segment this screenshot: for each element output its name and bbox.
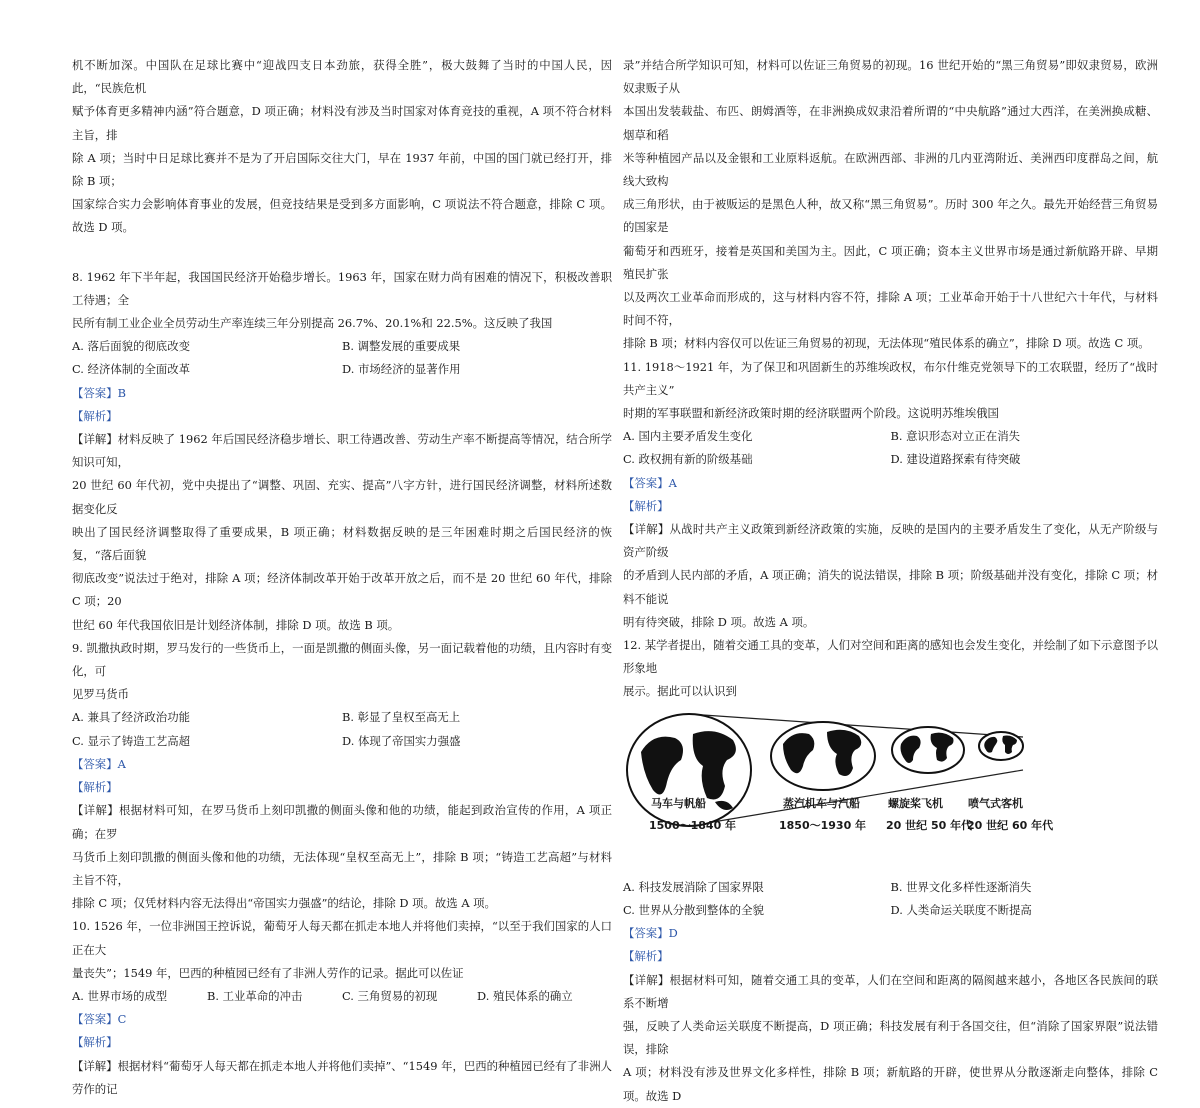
figure-year: 20 世纪 60 年代 [967,818,1054,832]
answer-label: 【答案】D [623,926,678,941]
question-11-stem: 时期的军事联盟和新经济政策时期的经济联盟两个阶段。这说明苏维埃俄国 [623,406,999,421]
question-11-stem: 11. 1918～1921 年，为了保卫和巩固新生的苏维埃政权，布尔什维克党领导下的工农联盟，经历了“战时共产主义” [623,359,1158,397]
left-column [72,54,612,1101]
analysis-label: 【解析】 [623,498,669,513]
question-12-options [623,876,1158,922]
detail-text: 的矛盾到人民内部的矛盾，A 项正确；消失的说法错误，排除 B 项；阶级基础并没有变化，排除 C 项；材料不能说 [623,568,1158,606]
detail-text: 【详解】根据材料“葡萄牙人每天都在抓走本地人并将他们卖掉”、“1549 年，巴西的种植园已经有了非洲人劳作的记 [72,1058,612,1096]
figure-year: 1850～1930 年 [779,818,867,832]
answer-label: 【答案】B [72,385,126,400]
globe-2-icon [771,722,875,790]
question-8-stem: 8. 1962 年下半年起，我国国民经济开始稳步增长。1963 年，国家在财力尚有困难的情况下，积极改善职工待遇；全 [72,269,612,307]
option-b: B. 彰显了皇权至高无上 [342,710,461,725]
figure-label: 蒸汽机车与汽船 [783,796,860,810]
question-10-options [72,985,612,1008]
answer-label: 【答案】A [623,475,677,490]
option-a: A. 科技发展消除了国家界限 [623,879,764,894]
question-8-stem: 民所有制工业企业全员劳动生产率连续三年分别提高 26.7%、20.1%和 22.5%。这反映了我国 [72,316,553,331]
detail-text: 【详解】根据材料可知，在罗马货币上刻印凯撒的侧面头像和他的功绩，能起到政治宣传的作用，A 项正确；在罗 [72,803,612,841]
question-12-stem: 12. 某学者提出，随着交通工具的变革，人们对空间和距离的感知也会发生变化，并绘制了如下示意图予以形象地 [623,638,1158,676]
question-11-options [623,425,1158,471]
paragraph: 录”并结合所学知识可知，材料可以佐证三角贸易的初现。16 世纪开始的“黑三角贸易”即奴隶贸易，欧洲奴隶贩子从 [623,58,1158,96]
detail-text: 马货币上刻印凯撒的侧面头像和他的功绩，无法体现“皇权至高无上”，排除 B 项；“铸造工艺高超”与材料主旨不符， [72,849,612,887]
globe-3-icon [892,727,964,773]
question-9-options [72,706,612,752]
question-10-stem: 量丧失”；1549 年，巴西的种植园已经有了非洲人劳作的记录。据此可以佐证 [72,965,464,980]
option-a: A. 国内主要矛盾发生变化 [623,429,753,444]
paragraph: 本国出发装载盐、布匹、朗姆酒等，在非洲换成奴隶沿着所谓的“中央航路”通过大西洋，在美洲换成糖、烟草和稻 [623,104,1158,142]
paragraph: 排除 B 项；材料内容仅可以佐证三角贸易的初现，无法体现“殖民体系的确立”，排除 D 项。故选 C 项。 [623,336,1150,351]
option-b: B. 调整发展的重要成果 [342,339,461,354]
question-9-stem: 见罗马货币 [72,687,129,702]
analysis-label: 【解析】 [72,408,118,423]
detail-text: 排除 C 项；仅凭材料内容无法得出“帝国实力强盛”的结论，排除 D 项。故选 A 项。 [72,896,496,911]
paragraph: 除 A 项；当时中日足球比赛并不是为了开启国际交往大门，早在 1937 年前，中国的国门就已经打开，排除 B 项； [72,150,612,189]
question-9-stem: 9. 凯撒执政时期，罗马发行的一些货币上，一面是凯撒的侧面头像，另一面记载着他的功绩，且内容时有变化，可 [72,640,612,679]
question-12-stem: 展示。据此可以认识到 [623,684,737,699]
analysis-label: 【解析】 [72,1035,118,1050]
shrinking-world-figure [623,710,1158,872]
paragraph: 国家综合实力会影响体育事业的发展，但竞技结果是受到多方面影响，C 项说法不符合题意，排除 C 项。故选 D 项。 [72,197,612,235]
option-c: C. 三角贸易的初现 [342,988,438,1003]
paragraph: 机不断加深。中国队在足球比赛中“迎战四支日本劲旅，获得全胜”，极大鼓舞了当时的中国人民，因此，“民族危机 [72,58,612,96]
paragraph: 成三角形状，由于被贩运的是黑色人种，故又称“黑三角贸易”。历时 300 年之久。最先开始经营三角贸易的国家是 [623,197,1158,235]
right-column [623,54,1158,1108]
analysis-label: 【解析】 [623,949,669,964]
option-b: B. 意识形态对立正在消失 [890,429,1021,444]
paragraph: 以及两次工业革命而形成的，这与材料内容不符，排除 A 项；工业革命开始于十八世纪六十年代，与材料时间不符， [623,290,1158,328]
paragraph: 赋予体育更多精神内涵”符合题意，D 项正确；材料没有涉及当时国家对体育竞技的重视，A 项不符合材料主旨，排 [72,104,612,142]
detail-text: 【详解】材料反映了 1962 年后国民经济稳步增长、职工待遇改善、劳动生产率不断提高等情况，结合所学知识可知， [72,432,612,470]
paragraph: 葡萄牙和西班牙，接着是英国和美国为主。因此，C 项正确；资本主义世界市场是通过新航路开辟、早期殖民扩张 [623,243,1158,281]
option-a: A. 世界市场的成型 [72,988,168,1003]
globe-4-icon [979,732,1023,760]
option-c: C. 世界从分散到整体的全貌 [623,902,764,917]
detail-text: 世纪 60 年代我国依旧是计划经济体制，排除 D 项。故选 B 项。 [72,617,400,632]
analysis-label: 【解析】 [72,780,118,795]
option-c: C. 经济体制的全面改革 [72,362,191,377]
figure-label: 马车与帆船 [651,796,706,810]
option-b: B. 世界文化多样性逐渐消失 [890,879,1032,894]
option-d: D. 市场经济的显著作用 [342,362,461,377]
option-d: D. 建设道路探索有待突破 [890,452,1021,467]
detail-text: 强，反映了人类命运关联度不断提高，D 项正确；科技发展有利于各国交往，但“消除了国家界限”说法错误，排除 [623,1018,1158,1057]
figure-label: 螺旋桨飞机 [888,796,943,810]
answer-label: 【答案】C [72,1012,127,1027]
option-d: D. 人类命运关联度不断提高 [890,902,1032,917]
detail-text: 映出了国民经济调整取得了重要成果，B 项正确；材料数据反映的是三年困难时期之后国民经济的恢复，“落后面貌 [72,524,612,563]
detail-text: 明有待突破，排除 D 项。故选 A 项。 [623,614,815,629]
detail-text: 彻底改变”说法过于绝对，排除 A 项；经济体制改革开始于改革开放之后，而不是 20 世纪 60 年代，排除 C 项；20 [72,571,612,609]
detail-text: A 项；材料没有涉及世界文化多样性，排除 B 项；新航路的开辟，使世界从分散逐渐走向整体，排除 C 项。故选 D [623,1065,1158,1103]
figure-label: 喷气式客机 [968,796,1023,810]
option-d: D. 殖民体系的确立 [477,988,573,1003]
option-d: D. 体现了帝国实力强盛 [342,733,461,748]
option-a: A. 落后面貌的彻底改变 [72,339,190,354]
question-10-stem: 10. 1526 年，一位非洲国王控诉说，葡萄牙人每天都在抓走本地人并将他们卖掉，“以至于我们国家的人口正在大 [72,919,612,957]
detail-text: 【详解】根据材料可知，随着交通工具的变革，人们在空间和距离的隔阂越来越小，各地区各民族间的联系不断增 [623,972,1158,1010]
detail-text: 【详解】从战时共产主义政策到新经济政策的实施，反映的是国内的主要矛盾发生了变化，从无产阶级与资产阶级 [623,522,1158,560]
option-c: C. 显示了铸造工艺高超 [72,733,191,748]
figure-year: 1500～1840 年 [649,818,737,832]
detail-text: 20 世纪 60 年代初，党中央提出了“调整、巩固、充实、提高”八字方针，进行国民经济调整，材料所述数据变化反 [72,478,612,516]
figure-year: 20 世纪 50 年代 [886,818,973,832]
option-a: A. 兼具了经济政治功能 [72,710,190,725]
paragraph: 米等种植园产品以及金银和工业原料返航。在欧洲西部、非洲的几内亚湾附近、美洲西印度群岛之间，航线大致构 [623,150,1158,189]
option-b: B. 工业革命的冲击 [207,988,303,1003]
answer-label: 【答案】A [72,756,126,771]
option-c: C. 政权拥有新的阶级基础 [623,452,753,467]
question-8-options [72,335,612,381]
